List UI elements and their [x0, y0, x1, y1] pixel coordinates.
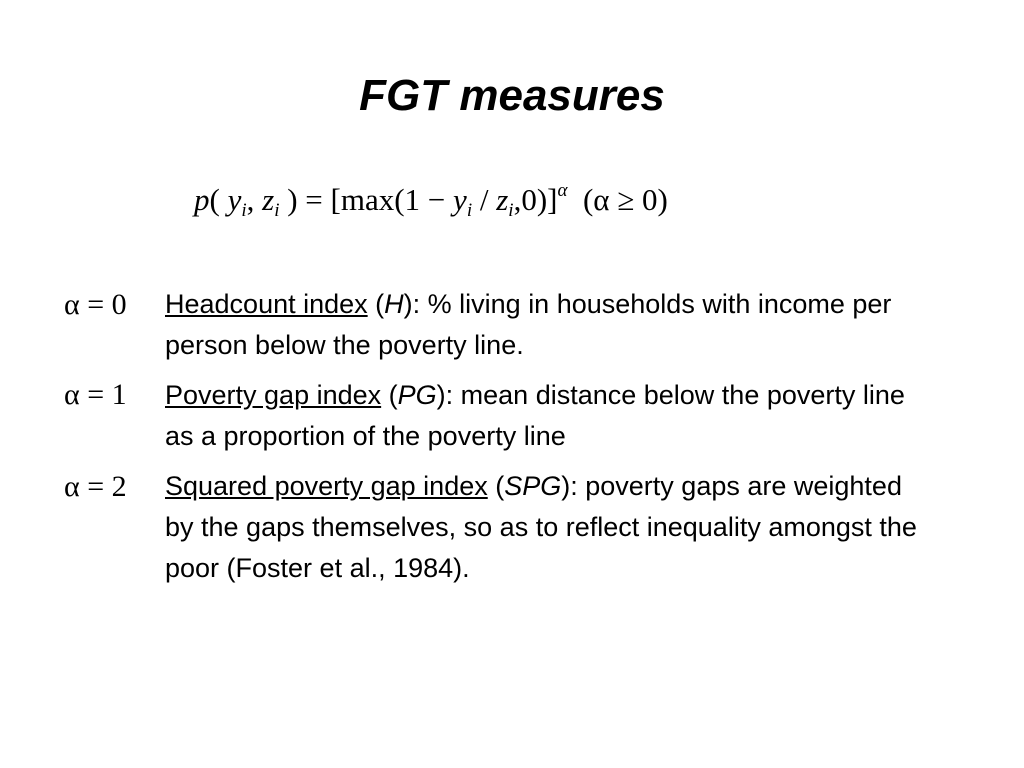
formula-z: z [262, 182, 275, 217]
alpha-label-0: α = 0 [64, 288, 127, 321]
term-squared-poverty-gap-index: Squared poverty gap index [165, 471, 488, 501]
formula-subscript-i-3: i [466, 200, 473, 221]
formula-p: p [194, 182, 210, 217]
formula-slash: / [472, 182, 497, 217]
description-squared-poverty-gap-index: ): poverty gaps are weighted by the gaps themselves, so as to reflect inequality amongst the poor (Foster et al., 1984). [165, 471, 917, 583]
formula-condition: (α ≥ 0) [582, 182, 668, 217]
formula-subscript-i-2: i [274, 200, 280, 221]
formula-z-2: z [496, 182, 509, 217]
alpha-label-2: α = 2 [64, 470, 127, 503]
term-headcount-index: Headcount index [165, 289, 368, 319]
description-poverty-gap-index: ): mean distance below the poverty line as a proportion of the poverty line [165, 380, 905, 451]
formula-alpha-exponent: α [557, 180, 568, 201]
description-headcount-index: ): % living in households with income per person below the poverty line. [165, 289, 892, 360]
formula-y-2: y [453, 182, 467, 217]
formula-subscript-i-4: i [508, 200, 514, 221]
measure-poverty-gap-index: Poverty gap index (PG): mean distance below the poverty line as a proportion of the poverty line [165, 380, 905, 451]
slide-title: FGT measures [359, 71, 665, 120]
formula-comma: , [246, 182, 255, 217]
alpha-label-1: α = 1 [64, 378, 127, 411]
formula-y: y [227, 182, 242, 217]
formula-open-paren: ( [209, 182, 220, 217]
abbr-spg: SPG [504, 471, 562, 501]
abbr-pg: PG [397, 380, 437, 410]
abbr-h: H [384, 289, 404, 319]
formula-subscript-i: i [241, 200, 247, 221]
formula-rest: ,0)] [513, 182, 558, 217]
measure-headcount-index: Headcount index (H): % living in households with income per person below the poverty line. [165, 289, 892, 360]
fgt-formula [194, 176, 668, 224]
term-poverty-gap-index: Poverty gap index [165, 380, 382, 410]
measure-squared-poverty-gap-index: Squared poverty gap index (SPG): poverty gaps are weighted by the gaps themselves, so as to reflect inequality amongst the poor (Foster et al., 1984). [165, 471, 917, 583]
formula-max-part: ) = [max(1 − [287, 182, 454, 217]
